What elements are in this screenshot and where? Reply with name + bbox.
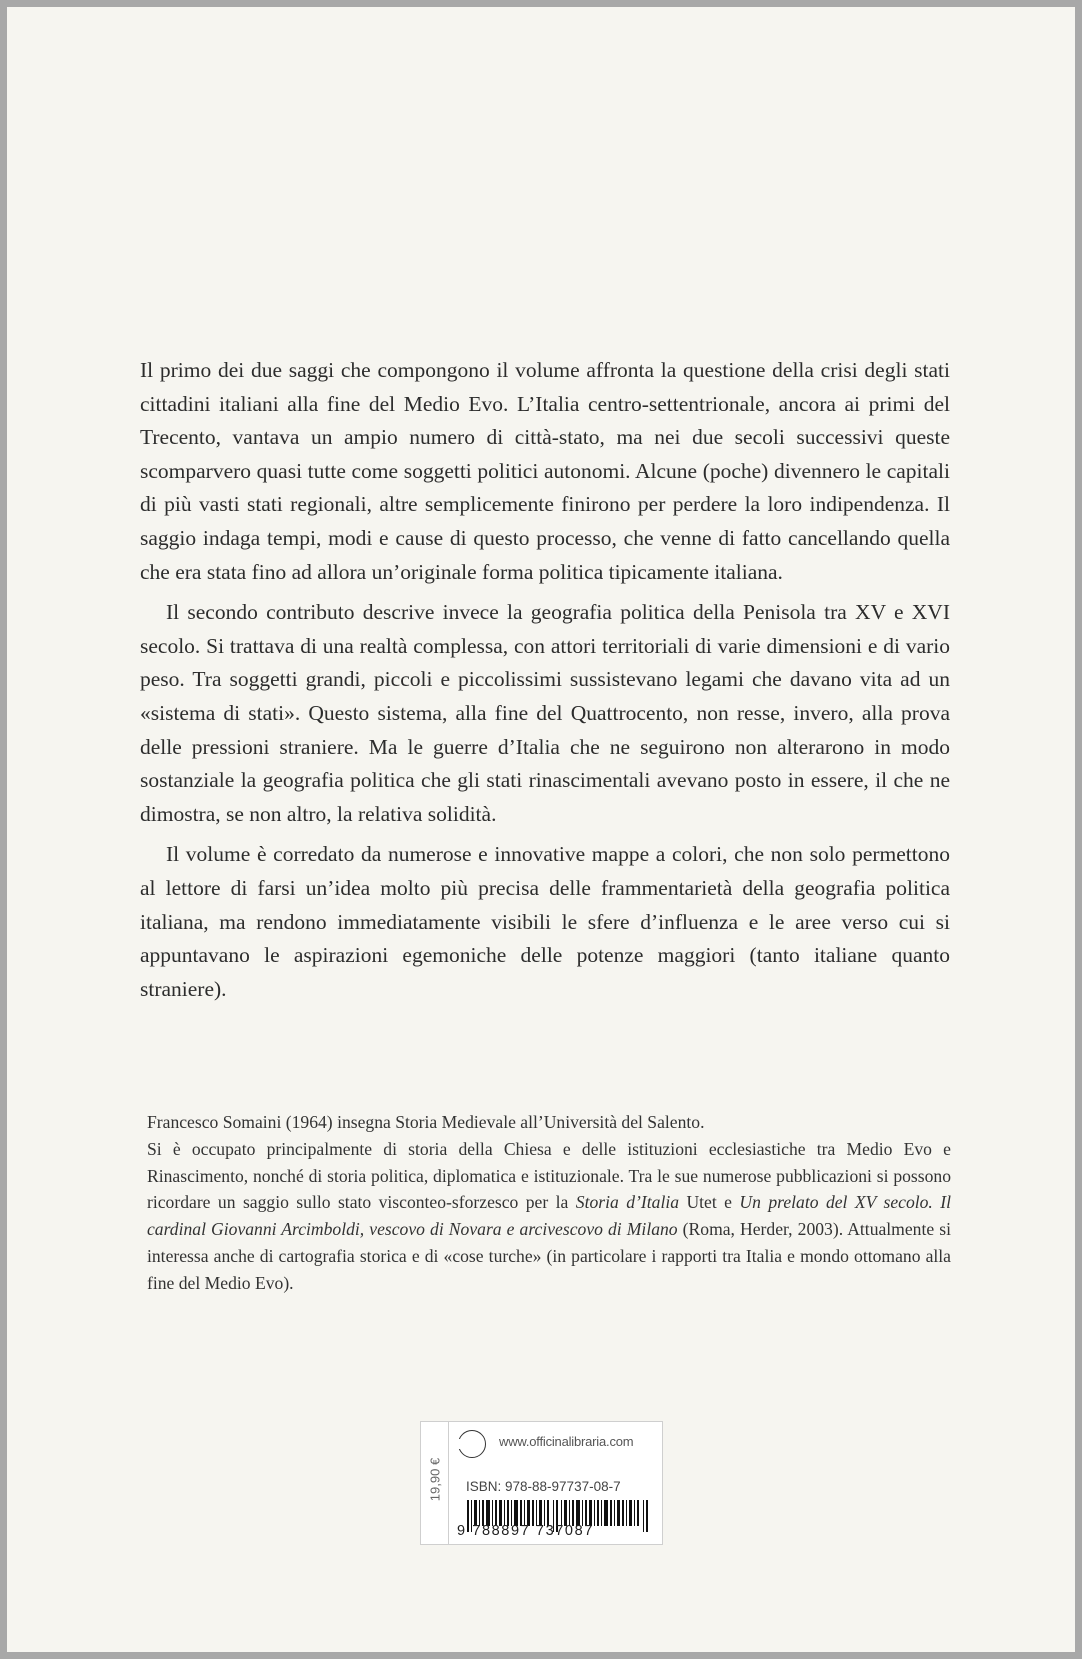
blurb-paragraph-3: Il volume è corredato da numerose e innovative mappe a colori, che non solo permettono al lettore di farsi un’idea molto più precisa delle frammentarietà della geografia politica italiana, ma rendono immediatamente visibili le sfere d’influenza e le aree verso cui si appuntavano le aspirazioni egemoniche delle potenze maggiori (tanto italiane quanto straniere). [140, 842, 950, 1001]
blurb-paragraph-1: Il primo dei due saggi che compongono il volume affronta la questione della crisi degli stati cittadini italiani alla fine del Medio Evo. L’Italia centro-settentrionale, ancora ai primi del Trecento, vantava un ampio numero di città-stato, ma nei due secoli successivi queste scomparvero quasi tutte come soggetti politici autonomi. Alcune (poche) divennero le capitali di più vasti stati regionali, altre semplicemente finirono per perdere la loro indipendenza. Il saggio indaga tempi, modi e cause di questo processo, che venne di fatto cancellando quella che era stata fino ad allora un’originale forma politica tipicamente italiana. [140, 358, 950, 584]
bio-text-start: Si è occupato principalmente di storia della Chiesa e delle istituzioni ecclesiastiche tra Medio Evo e Rinascimento, nonché di storia politica, diplomatica e istituzionale. Tra le sue numerose pubblicazioni si possono ricordare un saggio sullo stato visconteo-sforzesco per la [147, 1138, 951, 1213]
barcode-digits: 9 788897 737087 [457, 1523, 594, 1539]
publisher-website: www.officinalibraria.com [499, 1434, 634, 1449]
author-bio-line-1: Francesco Somaini (1964) insegna Storia Medievale all’Università del Salento. [147, 1112, 705, 1132]
publisher-logo-icon [458, 1430, 486, 1458]
bio-text-mid: Utet e [679, 1192, 740, 1213]
bio-text-end: (Roma, Herder, 2003). Attualmente si interessa anche di cartografia storica e di «cose turche» (in particolare i rapporti tra Italia e mondo ottomano alla fine del Medio Evo). [147, 1219, 951, 1293]
barcode-panel [420, 1421, 663, 1545]
bio-title-storia: Storia d’Italia [575, 1192, 680, 1213]
blurb-paragraph-2: Il secondo contributo descrive invece la geografia politica della Penisola tra XV e XVI secolo. Si trattava di una realtà complessa, con attori territoriali di varie dimensioni e di vario peso. Tra soggetti grandi, piccoli e piccolissimi sussistevano legami che davano vita ad un «sistema di stati». Questo sistema, alla fine del Quattrocento, non resse, invero, alla prova delle pressioni straniere. Ma le guerre d’Italia che ne seguirono non alterarono in modo sostanziale la geografia politica che gli stati rinascimentali avevano posto in essere, il che ne dimostra, se non altro, la relativa solidità. [140, 600, 950, 826]
isbn-label: ISBN: 978-88-97737-08-7 [466, 1479, 621, 1494]
author-bio-paragraph [147, 1136, 951, 1297]
bio-title-prelato: Un prelato del XV secolo. Il cardinal Giovanni Arcimboldi, vescovo di Novara e arcivescovo di Milano [147, 1192, 952, 1240]
price-strip [421, 1422, 449, 1544]
blurb-text [140, 354, 950, 1013]
price-label: 19,90 € [427, 1457, 443, 1502]
author-bio [147, 1109, 951, 1297]
